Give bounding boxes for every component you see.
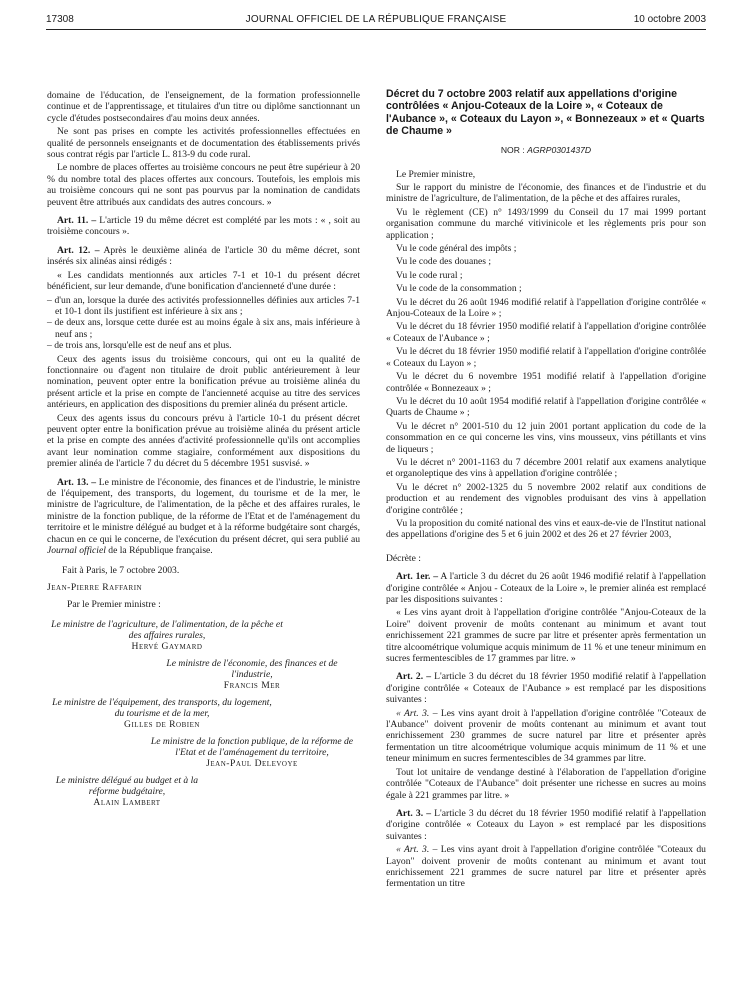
nor-code: AGRP0301437D — [527, 145, 592, 156]
article-label: Art. 3. – — [396, 807, 432, 819]
quote-text: – Les vins ayant droit à l'appellation d'origine contrôlée "Coteaux du Layon" doivent provenir de moûts contenant au minimum et avant tout enrichissement 221 grammes de sucre naturel par litre et présenter après fermentation un titre — [386, 844, 706, 890]
article-label: Art. 1er. – — [396, 571, 439, 583]
list-item: – de trois ans, lorsqu'elle est de neuf ans et plus. — [47, 340, 232, 352]
article-text: L'article 3 du décret du 18 février 1950 modifié relatif à l'appellation d'origine contrôlée « Coteaux du Layon » est remplacé par les dispositions suivantes : — [386, 807, 706, 842]
journal-name: Journal officiel — [47, 545, 106, 557]
visa: Vu le décret du 10 août 1954 modifié relatif à l'appellation d'origine contrôlée « Quarts de Chaume » ; — [386, 395, 706, 419]
paragraph: Ceux des agents issus du troisième concours, qui ont eu la qualité de fonctionnaire ou d'agent non titulaire de droit public antérieurement à leur nomination, peuvent opter entre la bonification prévue au troisième alinéa du présent article et la prise en compte de l'ancienneté acquise au titre des services antérieurs, en application des dispositions du premier alinéa du présent article. — [47, 353, 360, 411]
paragraph: domaine de l'éducation, de l'enseignement, de la formation professionnelle continue et de l'apprentissage, et titulaires d'un titre ou diplôme sanctionnant un cycle d'études postsecondaires d'au moins deux années. — [47, 90, 360, 124]
visa: Vu le décret n° 2001-510 du 12 juin 2001 portant application du code de la consommation en ce qui concerne les vins, vins mousseux, vins pétillants et vins de liqueurs ; — [386, 420, 706, 455]
by-prime-minister: Par le Premier ministre : — [67, 599, 161, 611]
visa: Vu le décret n° 2002-1325 du 5 novembre 2002 relatif aux conditions de production et au rendement des vignobles produisant des vins à appellation d'origine contrôlée ; — [386, 481, 706, 516]
paragraph: « Les candidats mentionnés aux articles 7-1 et 10-1 du présent décret bénéficient, sur leur demande, d'une bonification d'ancienneté d'une durée : — [47, 269, 360, 293]
article-label: Art. 11. – — [57, 215, 97, 227]
duration-list — [47, 295, 360, 352]
minister-title: Le ministre délégué au budget et à la réforme budgétaire, — [55, 774, 199, 797]
visa: Vu le code général des impôts ; — [396, 243, 517, 255]
paragraph: Ceux des agents issus du concours prévu à l'article 10-1 du présent décret peuvent opter entre la bonification prévue au troisième alinéa du présent article et la prise en compte des années d'activité professionnelle qu'ils ont accomplies avant leur nomination comme stagiaire, conformément aux dispositions du premier alinéa de l'article 7 du décret du 5 décembre 1951 susvisé. » — [47, 412, 360, 470]
list-item: – de deux ans, lorsque cette durée est au moins égale à six ans, mais inférieure à neuf ans ; — [47, 317, 360, 340]
quote-art: « Art. 3. — [396, 844, 430, 856]
article-label: Art. 12. – — [57, 244, 100, 256]
article-11 — [47, 215, 360, 238]
article-12 — [47, 245, 360, 268]
prime-minister-signature: Jean-Pierre Raffarin — [47, 581, 143, 593]
visa: Vu le décret du 6 novembre 1951 modifié relatif à l'appellation d'origine contrôlée « Bonnezeaux » ; — [386, 371, 706, 394]
paragraph: Le Premier ministre, — [396, 168, 476, 180]
visa: Vu le décret du 26 août 1946 modifié relatif à l'appellation d'origine contrôlée « Anjou-Coteaux de la Loire » ; — [386, 296, 706, 320]
visa: Vu le code rural ; — [396, 269, 463, 281]
paragraph: Le nombre de places offertes au troisième concours ne peut être supérieur à 20 % du nombre total des places offertes aux concours. Toutefois, les emplois mis au troisième concours qui ne sont pas pourvus par la nomination de candidats peuvent être attribués aux candidats des autres concours. » — [47, 162, 360, 208]
visa: Vu le décret du 18 février 1950 modifié relatif à l'appellation d'origine contrôlée « Coteaux du Layon » ; — [386, 346, 706, 369]
visa: Vu le décret n° 2001-1163 du 7 décembre 2001 relatif aux examens analytique et organoleptique des vins à appellation d'origine contrôlée ; — [386, 456, 706, 480]
minister-title: Le ministre de l'agriculture, de l'alimentation, de la pêche et des affaires rurales, — [51, 618, 283, 641]
article-text: Le ministre de l'économie, des finances et de l'industrie, le ministre de l'équipement, des transports, du logement, du tourisme et de la mer, le ministre de l'agriculture, de l'alimentation, de la pêche et des affaires rurales, le ministre de la fonction publique, de la réforme de l'Etat et de l'aménagement du territoire et le ministre délégué au budget et à la réforme budgétaire sont chargés, chacun en ce qui le concerne, de l'exécution du présent décret, qui sera publié au — [47, 476, 360, 545]
quote-text: – Les vins ayant droit à l'appellation d'origine contrôlée "Coteaux de l'Aubance" doivent provenir de moûts contenant au minimum et avant tout enrichissement 230 grammes de sucre naturel par litre et présenter après fermentation un titre alcoométrique volumique acquis minimum de 11 % et une teneur minimum en sucres fermentescibles de 34 grammes par litre. — [386, 707, 706, 765]
nor-reference — [386, 145, 706, 156]
minister-name: Jean-Paul Delevoye — [206, 757, 298, 769]
article-3 — [386, 808, 706, 842]
issue-date: 10 octobre 2003 — [633, 14, 706, 25]
article-label: Art. 2. – — [396, 671, 432, 683]
minister-title: Le ministre de l'équipement, des transports, du logement, du tourisme et de la mer, — [52, 696, 272, 719]
visa: Vu la proposition du comité national des vins et eaux-de-vie de l'Institut national des appellations d'origine des 5 et 6 juin 2002 et des 26 et 27 février 2003, — [386, 517, 706, 541]
decree-title: Décret du 7 octobre 2003 relatif aux appellations d'origine contrôlées « Anjou-Coteaux de la Loire », « Coteaux de l'Aubance », « Coteaux du Layon », « Bonnezeaux » et « Quarts de Chaume » — [386, 88, 705, 137]
paragraph: Sur le rapport du ministre de l'économie, des finances et de l'industrie et du ministre de l'agriculture, de l'alimentation, de la pêche et des affaires rurales, — [386, 182, 706, 205]
visa: Vu le code des douanes ; — [396, 256, 492, 268]
minister-name: Gilles de Robien — [124, 718, 200, 730]
minister-budget — [47, 775, 207, 808]
minister-economy — [152, 658, 352, 691]
minister-equipment — [47, 697, 277, 730]
minister-civil-service — [142, 736, 362, 769]
minister-title: Le ministre de la fonction publique, de la réforme de l'Etat et de l'aménagement du territoire, — [150, 735, 354, 758]
left-column — [47, 90, 360, 814]
visa: Vu le code de la consommation ; — [396, 283, 522, 295]
article-text: L'article 3 du décret du 18 février 1950 modifié relatif à l'appellation d'origine contrôlée « Coteaux de l'Aubance » est remplacé par les dispositions suivantes : — [386, 671, 706, 706]
journal-title: JOURNAL OFFICIEL DE LA RÉPUBLIQUE FRANÇAISE — [245, 14, 507, 25]
article-text: L'article 19 du même décret est complété par les mots : « , soit au troisième concours ». — [47, 215, 360, 238]
minister-name: Alain Lambert — [93, 796, 161, 808]
minister-name: Hervé Gaymard — [131, 640, 203, 652]
page-header — [46, 14, 706, 28]
article-13 — [47, 477, 360, 557]
minister-title: Le ministre de l'économie, des finances et de l'industrie, — [166, 657, 338, 680]
article-1 — [386, 571, 706, 605]
list-item: – d'un an, lorsque la durée des activités professionnelles définies aux articles 7-1 et 10-1 dont ils justifient est inférieure à six ans ; — [47, 294, 360, 317]
page-number: 17308 — [46, 14, 74, 25]
article-text: A l'article 3 du décret du 26 août 1946 modifié relatif à l'appellation d'origine contrôlée « Anjou - Coteaux de la Loire », le premier alinéa est remplacé par les dispositions suivantes : — [386, 571, 706, 605]
article-text: de la République française. — [105, 545, 213, 557]
paragraph: Tout lot unitaire de vendange destiné à l'élaboration de l'appellation d'origine contrôlée "Coteaux de l'Aubance" doit présenter une richesse en sucres au moins égale à 221 grammes par litre. » — [386, 766, 706, 801]
quote-art: « Art. 3. — [396, 707, 430, 719]
article-text: Après le deuxième alinéa de l'article 30 du même décret, sont insérés six alinéas ainsi rédigés : — [47, 244, 361, 268]
right-column — [386, 88, 706, 892]
header-rule — [46, 29, 706, 30]
paragraph: Ne sont pas prises en compte les activités professionnelles effectuées en qualité de personnels enseignants et de documentation des établissements privés sous contrat régis par l'article L. 813-9 du code rural. — [47, 126, 360, 161]
visa: Vu le décret du 18 février 1950 modifié relatif à l'appellation d'origine contrôlée « Coteaux de l'Aubance » ; — [386, 321, 706, 344]
signing-place-date: Fait à Paris, le 7 octobre 2003. — [62, 565, 180, 577]
visa: Vu le règlement (CE) n° 1493/1999 du Conseil du 17 mai 1999 portant organisation commune du marché vitivinicole et les règlements pris pour son application ; — [386, 206, 706, 241]
minister-name: Francis Mer — [223, 679, 281, 691]
article-2 — [386, 671, 706, 705]
decrete: Décrète : — [386, 552, 421, 564]
minister-agriculture — [47, 619, 287, 652]
article-label: Art. 13. – — [57, 476, 96, 488]
quote — [386, 844, 706, 890]
quote — [386, 708, 706, 765]
quote: « Les vins ayant droit à l'appellation d'origine contrôlée "Anjou-Coteaux de la Loire" doivent provenir de moûts contenant au minimum et avant tout enrichissement 221 grammes de sucre par litre et présenter après fermentation un titre alcoométrique volumique acquis minimum de 11 % et une teneur minimum en sucres fermentescibles de 17 grammes par litre. » — [386, 607, 706, 665]
nor-label: NOR : — [500, 145, 528, 156]
